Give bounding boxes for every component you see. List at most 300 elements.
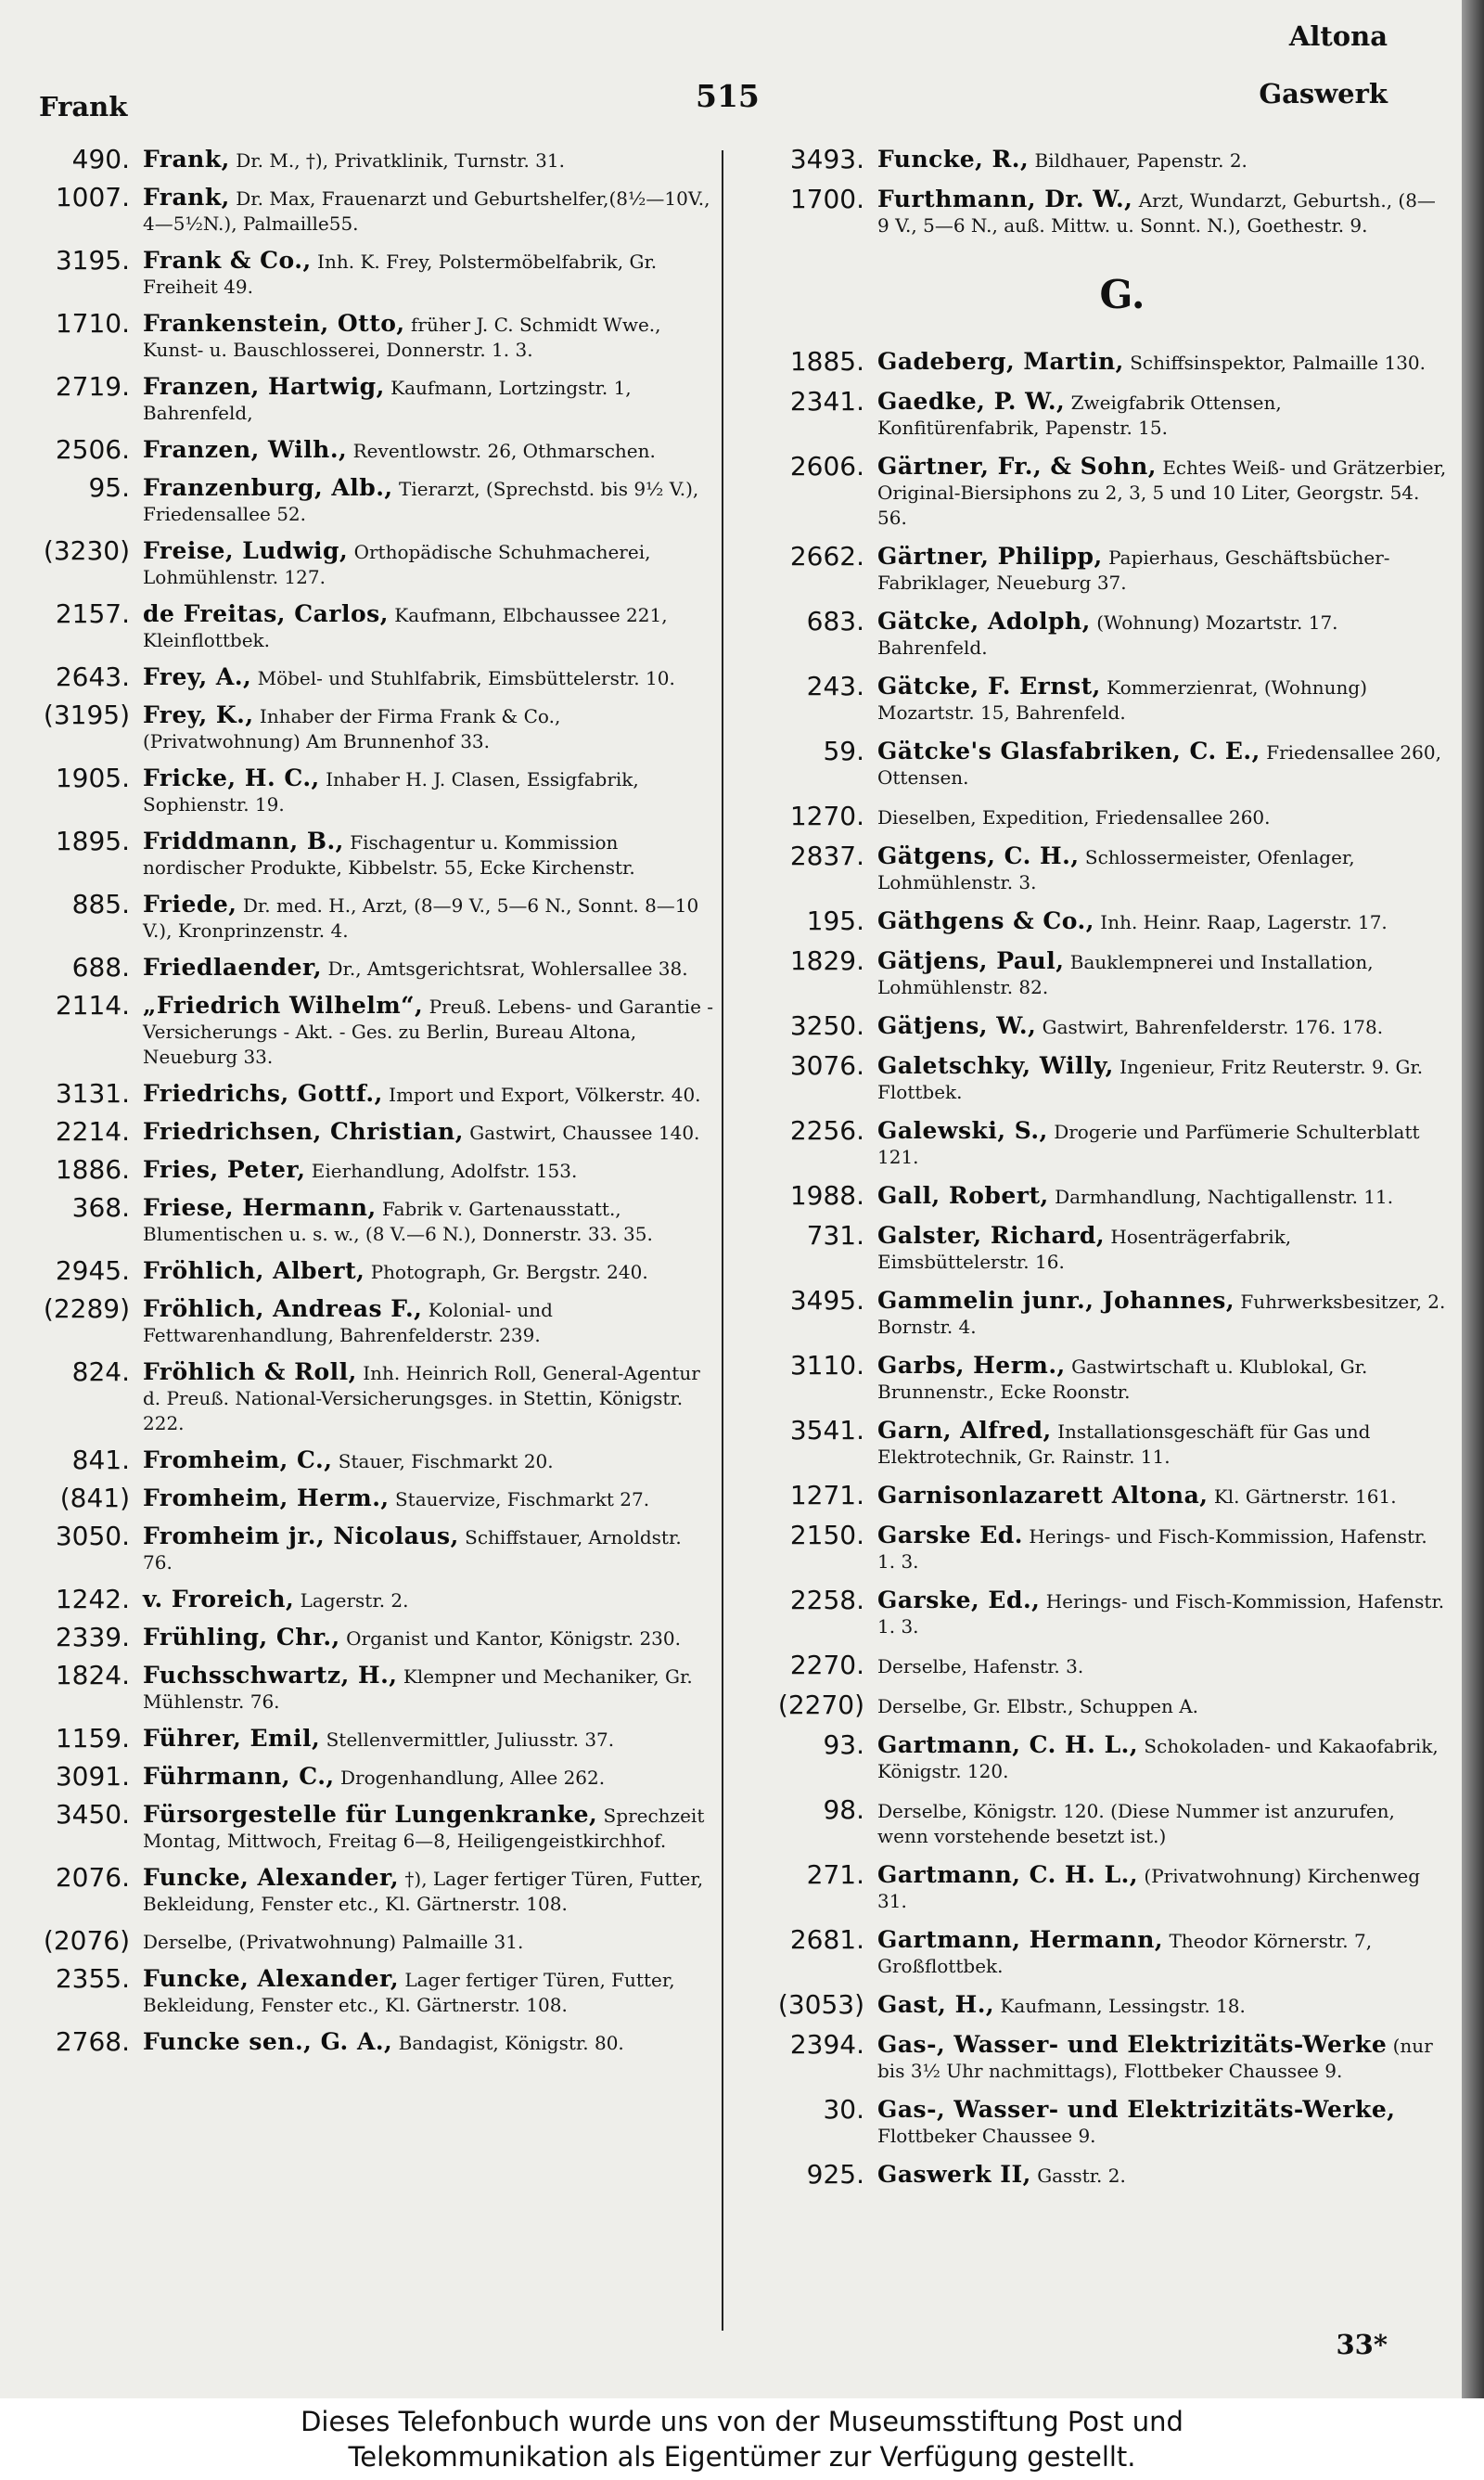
directory-entry [19,1622,716,1652]
entry-details: früher J. C. Schmidt Wwe., Kunst- u. Bauschlosserei, Donnerstr. 1. 3. [143,314,661,361]
directory-entry [742,843,1447,895]
entry-text [143,1359,716,1436]
entry-details: Gasstr. 2. [1030,2165,1126,2187]
directory-entry [19,1485,716,1512]
phone-number: 243. [806,671,864,701]
entry-name: Fromheim jr., Nicolaus, [143,1523,459,1549]
entry-details: Herings- und Fisch-Kommission, Hafenstr. 1. 3. [877,1590,1445,1638]
phone-number: 195. [806,906,864,936]
entry-name: Friedrichs, Gottf., [143,1080,383,1107]
phone-number: 2150. [789,1520,864,1550]
entry-name: v. Froreich, [143,1586,295,1613]
directory-entry [19,765,716,817]
entry-name: Funcke, Alexander, [143,1864,400,1891]
phone-number: 2606. [789,451,864,482]
entry-name: Führmann, C., [143,1763,335,1790]
entry-details: Kl. Gärtnerstr. 161. [1208,1485,1397,1508]
entry-name: Gäthgens & Co., [877,907,1094,934]
entry-name: Fröhlich & Roll, [143,1358,357,1385]
entry-text [877,674,1447,726]
entry-text [143,1195,716,1247]
phone-number: 2256. [789,1115,864,1146]
entry-details: Zweigfabrik Ottensen, Konfitürenfabrik, Papenstr. 15. [877,392,1282,439]
entry-name: Galetschky, Willy, [877,1052,1114,1079]
phone-number: 1159. [55,1723,130,1754]
directory-entry [742,1415,1447,1470]
entry-text [143,1296,716,1348]
entry-details: Schlossermeister, Ofenlager, Lohmühlenstr. 3. [877,846,1355,893]
entry-text [877,147,1447,173]
phone-number: 2270. [789,1650,864,1680]
entry-text [143,311,716,363]
directory-entry [19,434,716,465]
directory-entry [19,144,716,174]
directory-entry [742,1115,1447,1170]
entry-details: Schiffstauer, Arnoldstr. 76. [143,1526,682,1574]
entry-name: Gätjens, Paul, [877,947,1065,974]
entry-details: Kolonial- und Fettwarenhandlung, Bahrenfelderstr. 239. [143,1299,553,1346]
entry-name: Friedrichsen, Christian, [143,1118,464,1145]
phone-number: 3110. [789,1350,864,1381]
phone-number: 2945. [55,1255,130,1286]
entry-name: Funcke sen., G. A., [143,2028,393,2055]
entry-text [877,2097,1447,2149]
entry-text [143,1157,716,1184]
entry-text [143,1587,716,1613]
directory-entry [19,1078,716,1109]
entry-name: Gas-, Wasser- und Elektrizitäts-Werke, [877,2096,1396,2123]
entry-details: Fuhrwerksbesitzer, 2. Bornstr. 4. [877,1291,1446,1338]
phone-number: 1710. [55,308,130,339]
phone-number: 2837. [789,841,864,871]
entry-text [143,2029,716,2056]
header-first-entry: Frank [39,91,128,122]
directory-entry [742,606,1447,661]
directory-entry [19,1116,716,1147]
entry-name: Gas-, Wasser- und Elektrizitäts-Werke [877,2031,1388,2058]
phone-number: (2289) [43,1293,130,1324]
entry-name: Frühling, Chr., [143,1624,340,1651]
directory-entry [742,2159,1447,2190]
entry-text [143,185,716,237]
phone-number: 98. [823,1794,864,1825]
entry-details: (Privatwohnung) Kirchenweg 31. [877,1865,1420,1912]
phone-number: 2114. [55,990,130,1021]
entry-text [143,248,716,300]
entry-name: Gätjens, W., [877,1012,1037,1039]
phone-number: 2394. [789,2029,864,2060]
entry-name: Garnisonlazarett Altona, [877,1482,1209,1509]
phone-number: 1700. [789,184,864,214]
entry-text [877,1118,1447,1170]
entry-details: Derselbe, Gr. Elbstr., Schuppen A. [877,1695,1199,1717]
entry-name: Fröhlich, Albert, [143,1257,365,1284]
entry-details: Schokoladen- und Kakaofabrik, Königstr. 120. [877,1735,1439,1782]
scan-page-edge [1462,0,1484,2398]
phone-number: 1905. [55,763,130,793]
directory-entry [742,451,1447,531]
entry-text [143,993,716,1070]
phone-number: 1271. [789,1480,864,1510]
directory-entry [19,2026,716,2057]
entry-details: Möbel- und Stuhlfabrik, Eimsbüttelerstr. 10. [251,667,675,689]
directory-entry [742,1652,1447,1679]
phone-number: 1886. [55,1154,130,1185]
entry-name: Gätcke's Glasfabriken, C. E., [877,738,1260,765]
entry-details: Theodor Körnerstr. 7, Großflottbek. [877,1930,1373,1977]
entry-name: Gaedke, P. W., [877,388,1066,415]
directory-entry [19,1293,716,1348]
phone-number: 2681. [789,1924,864,1955]
entry-details: Friedensallee 260, Ottensen. [877,741,1441,789]
entry-text [877,908,1447,935]
phone-number: 925. [806,2159,864,2190]
phone-number: 3195. [55,245,130,276]
phone-number: (3053) [777,1989,864,2020]
directory-entry [19,1761,716,1792]
directory-entry [742,541,1447,596]
entry-name: Friedlaender, [143,954,323,981]
entry-text [143,1802,716,1854]
entry-details: (nur bis 3½ Uhr nachmittags), Flottbeker Chaussee 9. [877,2035,1433,2082]
entry-name: Franzen, Hartwig, [143,373,385,400]
directory-entry [19,826,716,880]
entry-name: Galster, Richard, [877,1222,1106,1249]
entry-text [877,739,1447,790]
entry-details: Echtes Weiß- und Grätzerbier, Original-Biersiphons zu 2, 3, 5 und 10 Liter, Georgstr. 54. 56. [877,456,1447,529]
directory-entry [742,1520,1447,1574]
phone-number: 95. [88,472,130,503]
directory-entry [742,144,1447,174]
entry-name: Freise, Ludwig, [143,537,349,564]
entry-details: Schiffsinspektor, Palmaille 130. [1123,352,1426,374]
directory-entry [742,186,1447,238]
entry-name: Friede, [143,891,237,918]
entry-name: Gast, H., [877,1991,995,2018]
phone-number: 841. [71,1445,130,1475]
entry-text [877,1483,1447,1510]
entry-details: Stauer, Fischmarkt 20. [332,1450,554,1472]
entry-name: Gärtner, Fr., & Sohn, [877,453,1157,480]
entry-details: Derselbe, Königstr. 120. (Diese Nummer ist anzurufen, wenn vorstehende besetzt ist.) [877,1800,1395,1847]
entry-details: (Wohnung) Mozartstr. 17. Bahrenfeld. [877,611,1338,659]
entry-name: Gärtner, Philipp, [877,543,1103,570]
header-last-entry: Gaswerk [1259,78,1388,109]
phone-number: 3495. [789,1285,864,1316]
entry-name: Gätcke, Adolph, [877,608,1091,635]
entry-text [877,1992,1447,2019]
entry-name: Franzen, Wilh., [143,436,348,463]
entry-text [877,1013,1447,1040]
entry-name: Funcke, R., [877,146,1030,173]
directory-entry [742,803,1447,830]
phone-number: 2157. [55,598,130,629]
entry-text [877,454,1447,531]
directory-entry [742,908,1447,935]
entry-details: Organist und Kantor, Königstr. 230. [339,1627,681,1650]
entry-details: Herings- und Fisch-Kommission, Hafenstr. 1. 3. [877,1525,1427,1573]
phone-number: 824. [71,1356,130,1387]
phone-number: 2214. [55,1116,130,1147]
entry-details: Klempner und Mechaniker, Gr. Mühlenstr. 76. [143,1665,693,1713]
entry-text [143,702,716,754]
entry-name: Fröhlich, Andreas F., [143,1295,423,1322]
entry-text [143,1865,716,1917]
entry-name: Garske, Ed., [877,1587,1041,1613]
phone-number: 2355. [55,1963,130,1994]
entry-details: Reventlowstr. 26, Othmarschen. [347,440,656,462]
entry-details: Hosenträgerfabrik, Eimsbüttelerstr. 16. [877,1226,1292,1273]
entry-text [877,1288,1447,1340]
entry-text [143,1966,716,2018]
entry-details: Kaufmann, Elbchaussee 221, Kleinflottbek. [143,604,668,651]
directory-entry [19,1192,716,1247]
phone-number: 1988. [789,1180,864,1211]
phone-number: 688. [71,952,130,983]
directory-entry [19,1154,716,1185]
phone-number: 3050. [55,1521,130,1551]
entry-text [877,2032,1447,2084]
entry-name: de Freitas, Carlos, [143,600,389,627]
entry-text [877,389,1447,441]
entry-name: Funcke, Alexander, [143,1965,400,1992]
phone-number: (841) [59,1483,130,1513]
directory-entry [19,598,716,653]
directory-entry [19,182,716,237]
phone-number: 2719. [55,371,130,402]
entry-text [877,1523,1447,1574]
entry-text [143,1081,716,1108]
entry-name: Garske Ed. [877,1522,1023,1548]
entry-name: Gartmann, Hermann, [877,1926,1164,1953]
entry-details: Derselbe, (Privatwohnung) Palmaille 31. [143,1931,524,1953]
phone-number: 1824. [55,1660,130,1690]
entry-name: Friddmann, B., [143,828,344,855]
directory-entry [742,945,1447,1000]
entry-details: Eierhandlung, Adolfstr. 153. [305,1160,578,1182]
phone-number: 2643. [55,662,130,692]
directory-entry [19,535,716,590]
phone-number: 30. [823,2094,864,2125]
directory-entry [19,1447,716,1474]
directory-entry [742,1050,1447,1105]
entry-text [143,1119,716,1146]
entry-details: Kaufmann, Lessingstr. 18. [994,1995,1246,2017]
entry-text [143,437,716,464]
directory-entry [19,245,716,300]
entry-text [143,1447,716,1474]
phone-number: 2662. [789,541,864,572]
attribution-footer [0,2398,1484,2480]
entry-details: Dr. med. H., Arzt, (8—9 V., 5—6 N., Sonnt. 8—10 V.), Kronprinzenstr. 4. [143,894,699,942]
entry-details: Bildhauer, Papenstr. 2. [1029,149,1247,172]
right-column [742,144,1447,2202]
entry-text [877,1732,1447,1784]
phone-number: (2270) [777,1690,864,1720]
entry-text [143,1485,716,1512]
entry-details: Drogerie und Parfümerie Schulterblatt 121. [877,1121,1420,1168]
directory-entry [19,1584,716,1614]
directory-entry [742,346,1447,377]
attribution-line-1: Dieses Telefonbuch wurde uns von der Museumsstiftung Post und [301,2406,1183,2437]
entry-details: Installationsgeschäft für Gas und Elektrotechnik, Gr. Rainstr. 11. [877,1420,1371,1468]
entry-details: Inh. Heinrich Roll, General-Agentur d. Preuß. National-Versicherungsges. in Stettin, Königstr. 222. [143,1362,700,1434]
entry-details: Dr. Max, Frauenarzt und Geburtshelfer,(8½—10V., 4—5½N.), Palmaille55. [143,187,710,235]
entry-name: Fürsorgestelle für Lungenkranke, [143,1801,598,1828]
right-column-g-entries [742,346,1447,2190]
phone-number: 93. [823,1729,864,1760]
phone-number: 368. [71,1192,130,1223]
directory-entry [742,1692,1447,1719]
entry-details: Lager fertiger Türen, Futter, Bekleidung, Fenster etc., Kl. Gärtnerstr. 108. [143,1969,675,2016]
directory-entry [19,1963,716,2018]
entry-text [877,1692,1447,1719]
entry-name: Frey, K., [143,701,254,728]
directory-entry [19,664,716,691]
entry-details: Papierhaus, Geschäftsbücher-Fabriklager, Neueburg 37. [877,546,1390,594]
phone-number: 1270. [789,801,864,831]
entry-text [877,1652,1447,1679]
entry-text [143,538,716,590]
phone-number: 2258. [789,1585,864,1615]
entry-text [143,1258,716,1285]
entry-name: Gaswerk II, [877,2161,1031,2188]
entry-details: Fischagentur u. Kommission nordischer Produkte, Kibbelstr. 55, Ecke Kirchenstr. [143,831,635,879]
entry-details: Gastwirtschaft u. Klublokal, Gr. Brunnenstr., Ecke Roonstr. [877,1356,1368,1403]
directory-entry [742,671,1447,726]
phone-number: (3195) [43,700,130,730]
phone-number: 683. [806,606,864,636]
entry-text [143,147,716,173]
entry-text [877,948,1447,1000]
entry-text [877,1797,1447,1849]
entry-text [143,1726,716,1753]
entry-name: Frey, A., [143,663,252,690]
entry-name: Gätgens, C. H., [877,842,1080,869]
phone-number: 885. [71,889,130,919]
directory-entry [19,1255,716,1286]
entry-text [877,2162,1447,2189]
entry-text [877,544,1447,596]
directory-entry [742,1794,1447,1849]
entry-details: Stauervize, Fischmarkt 27. [389,1488,650,1510]
signature-mark: 33* [1336,2329,1388,2360]
entry-details: Arzt, Wundarzt, Geburtsh., (8—9 V., 5—6 N., auß. Mittw. u. Sonnt. N.), Goethestr. 9. [877,189,1436,237]
left-column [19,144,716,2067]
entry-text [877,1927,1447,1979]
entry-details: Darmhandlung, Nachtigallenstr. 11. [1048,1186,1394,1208]
directory-entry [742,1859,1447,1914]
directory-entry [742,736,1447,790]
phone-number: 271. [806,1859,864,1890]
entry-details: Derselbe, Hafenstr. 3. [877,1655,1084,1677]
entry-text [877,609,1447,661]
directory-entry [19,1356,716,1436]
entry-text [143,1663,716,1715]
phone-number: 3091. [55,1761,130,1792]
directory-entry [742,1180,1447,1211]
phone-number: 3250. [789,1010,864,1041]
directory-entry [742,1285,1447,1340]
phone-number: 1829. [789,945,864,976]
directory-entry [742,1010,1447,1041]
entry-name: Franzenburg, Alb., [143,474,393,501]
phone-number: (3230) [43,535,130,566]
entry-details: Import und Export, Völkerstr. 40. [382,1084,701,1106]
directory-entry [19,1723,716,1754]
entry-details: Kaufmann, Lortzingstr. 1, Bahrenfeld, [143,377,632,424]
phone-number: 3450. [55,1799,130,1830]
directory-entry [19,889,716,944]
entry-name: Frank & Co., [143,247,312,274]
entry-name: Gadeberg, Martin, [877,348,1124,375]
entry-details: Bandagist, Königstr. 80. [392,2032,624,2054]
entry-details: Inh. K. Frey, Polstermöbelfabrik, Gr. Freiheit 49. [143,251,658,298]
entry-name: Fries, Peter, [143,1156,306,1183]
entry-text [877,186,1447,238]
entry-text [143,955,716,982]
directory-entry [19,472,716,527]
entry-text [877,1053,1447,1105]
directory-entry [742,1729,1447,1784]
entry-details: Preuß. Lebens- und Garantie - Versicherungs - Akt. - Ges. zu Berlin, Bureau Altona, Neueburg 33. [143,996,714,1068]
entry-name: Frankenstein, Otto, [143,310,405,337]
entry-text [877,803,1447,830]
directory-entry [19,371,716,426]
phone-number: 1007. [55,182,130,212]
entry-text [143,829,716,880]
directory-entry [742,1220,1447,1275]
entry-details: Dieselben, Expedition, Friedensallee 260. [877,806,1271,829]
entry-text [877,1418,1447,1470]
entry-details: Photograph, Gr. Bergstr. 240. [365,1261,648,1283]
entry-name: Führer, Emil, [143,1725,321,1752]
entry-details: Gastwirt, Bahrenfelderstr. 176. 178. [1036,1016,1384,1038]
directory-entry [742,386,1447,441]
phone-number: 3541. [789,1415,864,1446]
entry-text [143,1625,716,1651]
directory-entry [742,1924,1447,1979]
entry-details: †), Lager fertiger Türen, Futter, Bekleidung, Fenster etc., Kl. Gärtnerstr. 108. [143,1868,704,1915]
entry-name: Furthmann, Dr. W., [877,186,1133,212]
entry-details: Kommerzienrat, (Wohnung) Mozartstr. 15, Bahrenfeld. [877,676,1368,724]
entry-name: Gartmann, C. H. L., [877,1861,1139,1888]
entry-details: Lagerstr. 2. [294,1589,409,1612]
entry-details: Flottbeker Chaussee 9. [877,2125,1096,2147]
phone-number: 59. [823,736,864,766]
entry-text [143,601,716,653]
entry-details: Inhaber der Firma Frank & Co., (Privatwohnung) Am Brunnenhof 33. [143,705,561,752]
directory-entry [19,1523,716,1575]
directory-entry [19,308,716,363]
directory-entry [19,1660,716,1715]
entry-details: Inhaber H. J. Clasen, Essigfabrik, Sophienstr. 19. [143,768,639,816]
entry-text [143,1523,716,1575]
directory-entry [742,1989,1447,2020]
section-letter-heading: G. [1099,272,1145,317]
entry-details: Drogenhandlung, Allee 262. [334,1767,606,1789]
entry-text [143,1928,716,1955]
entry-details: Stellenvermittler, Juliusstr. 37. [320,1728,615,1751]
entry-name: Garbs, Herm., [877,1352,1066,1379]
directory-entry [19,702,716,754]
entry-name: Friese, Hermann, [143,1194,377,1221]
entry-text [877,349,1447,376]
entry-details: Dr., Amtsgerichtsrat, Wohlersallee 38. [322,957,688,980]
entry-name: Gartmann, C. H. L., [877,1731,1139,1758]
directory-entry [742,1480,1447,1510]
entry-text [877,1223,1447,1275]
